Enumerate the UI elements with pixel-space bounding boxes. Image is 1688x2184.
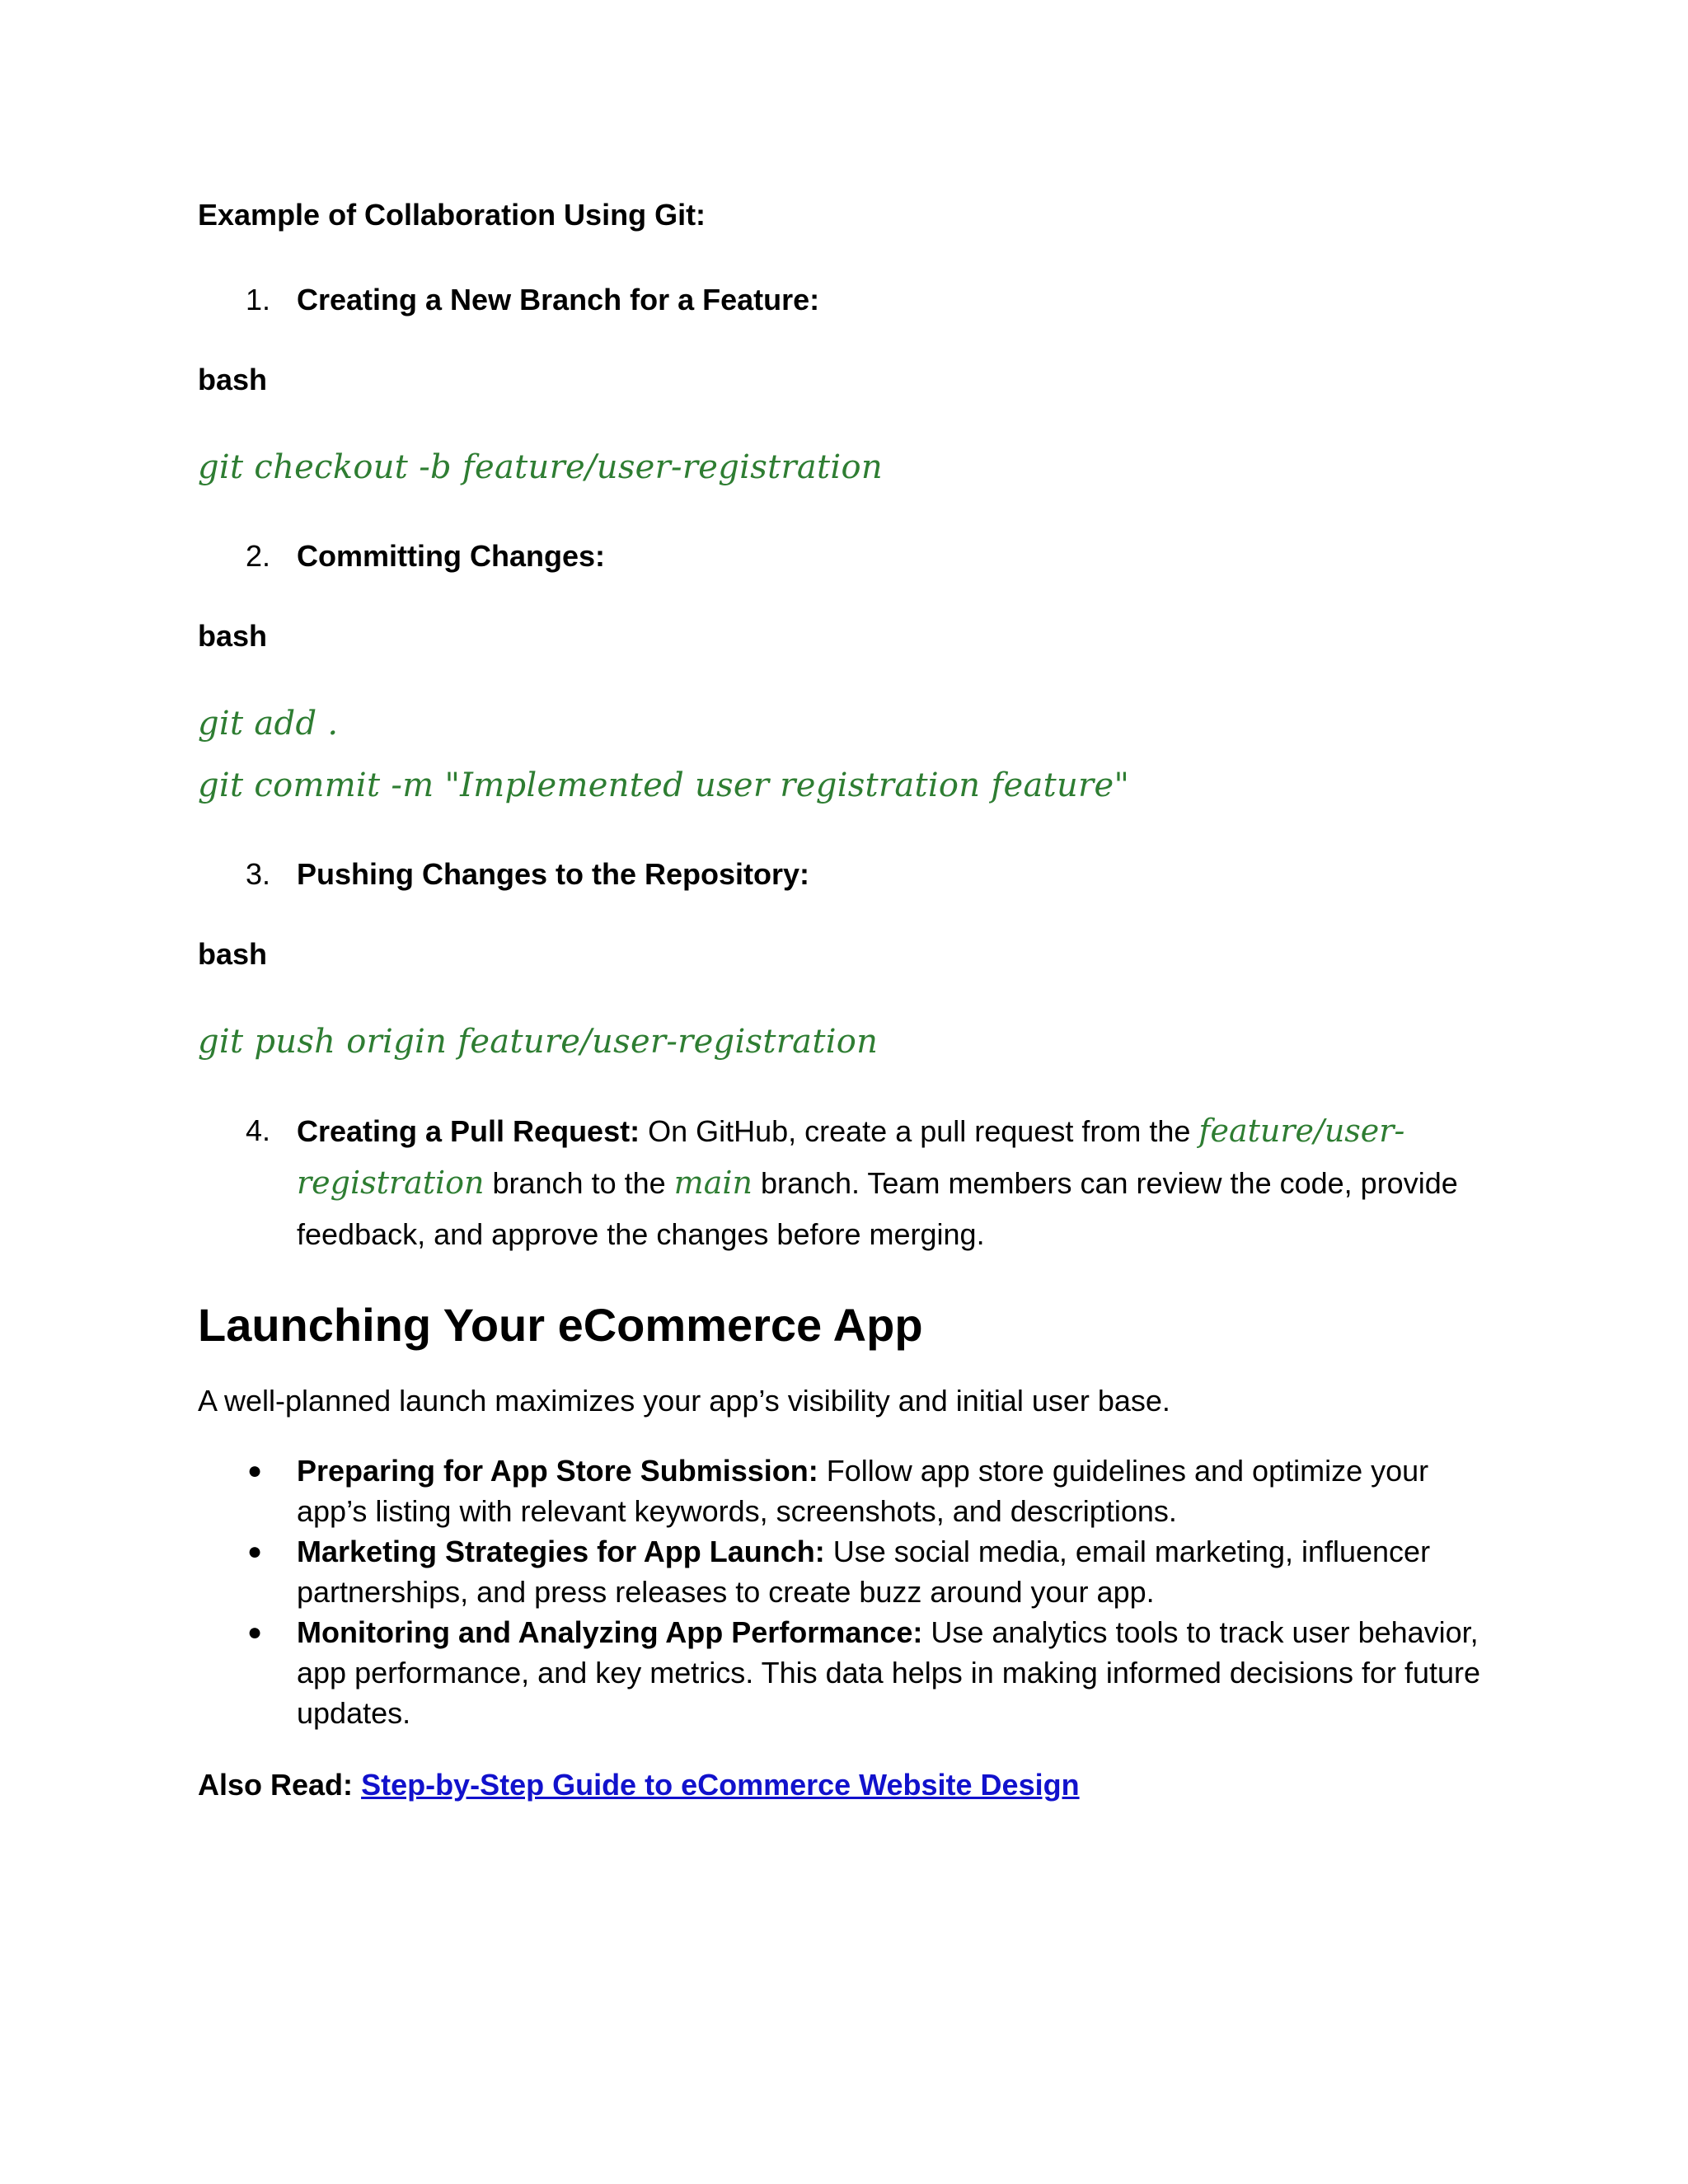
bullet-text: Follow app store guidelines and optimize your app’s listing with relevant keywords, screenshots, and descriptions. (297, 1454, 1429, 1528)
inline-code: feature/user-registration (297, 1113, 1405, 1201)
bullet-list (198, 1451, 1500, 1733)
code-lang-label: bash (198, 937, 268, 971)
step-text: On GitHub, create a pull request from the (640, 1114, 1199, 1148)
code-lang-label: bash (198, 363, 268, 396)
list-item (198, 1531, 1500, 1612)
also-read (198, 1766, 1500, 1804)
section-heading: Launching Your eCommerce App (198, 1299, 923, 1351)
step-title: Creating a Pull Request: (297, 1114, 640, 1148)
inline-code: main (673, 1165, 753, 1201)
bullet-title: Preparing for App Store Submission: (297, 1454, 818, 1488)
step-number: 2. (246, 539, 271, 573)
step-number: 3. (246, 857, 271, 891)
step-title: Pushing Changes to the Repository: (297, 857, 810, 891)
list-item (198, 1612, 1500, 1733)
step-number: 4. (246, 1113, 271, 1147)
step-4 (198, 1105, 1500, 1260)
example-heading: Example of Collaboration Using Git: (198, 198, 706, 232)
step-2 (198, 537, 1500, 575)
step-title: Creating a New Branch for a Feature: (297, 283, 820, 316)
document-page (198, 196, 1500, 1804)
code-line: git commit -m "Implemented user registration feature" (198, 766, 1130, 804)
section-intro: A well-planned launch maximizes your app’s visibility and initial user base. (198, 1384, 1170, 1418)
step-text: branch. Team members can review the code, provide feedback, and approve the changes before merging. (297, 1166, 1458, 1251)
also-read-link[interactable]: Step-by-Step Guide to eCommerce Website Design (361, 1768, 1080, 1802)
also-read-label: Also Read: (198, 1768, 354, 1802)
code-lang-label: bash (198, 619, 268, 653)
step-number: 1. (246, 283, 271, 316)
step-1 (198, 281, 1500, 319)
bullet-icon: ● (247, 1619, 263, 1646)
code-line: git checkout -b feature/user-registration (198, 448, 883, 486)
step-title: Committing Changes: (297, 539, 605, 573)
step-3 (198, 855, 1500, 893)
bullet-title: Monitoring and Analyzing App Performance: (297, 1615, 923, 1649)
bullet-icon: ● (247, 1457, 263, 1484)
bullet-icon: ● (247, 1538, 263, 1565)
bullet-text: Use analytics tools to track user behavior, app performance, and key metrics. This data helps in making informed decisions for future updates. (297, 1615, 1481, 1730)
list-item (198, 1451, 1500, 1531)
code-line: git add . (198, 705, 339, 743)
step-text: branch to the (484, 1166, 674, 1200)
bullet-text: Use social media, email marketing, influencer partnerships, and press releases to create buzz around your app. (297, 1535, 1431, 1609)
code-line: git push origin feature/user-registration (198, 1023, 879, 1061)
bullet-title: Marketing Strategies for App Launch: (297, 1535, 825, 1568)
